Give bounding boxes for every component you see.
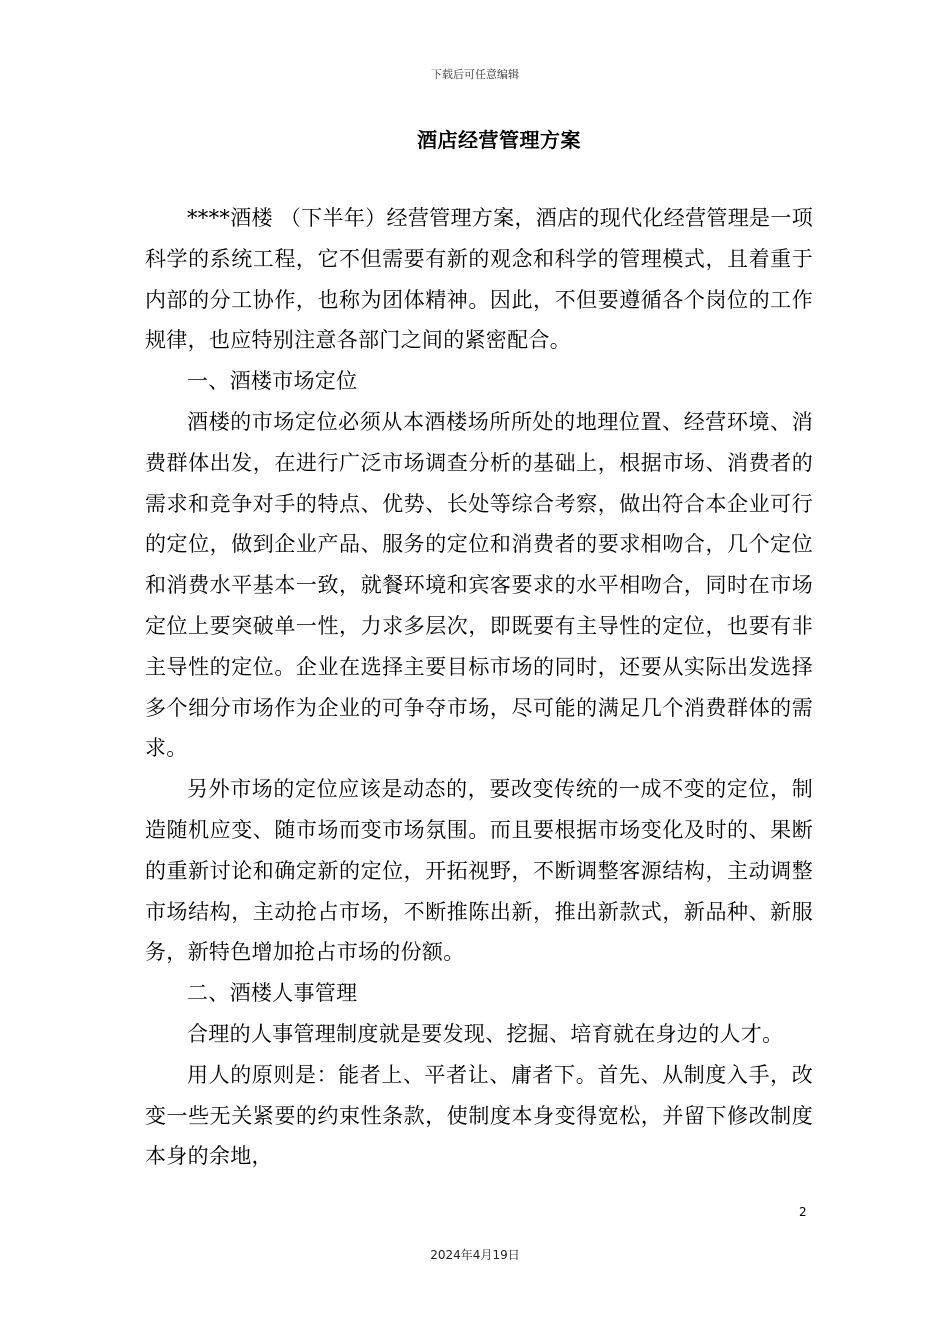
paragraph-dynamic-positioning: 另外市场的定位应该是动态的，要改变传统的一成不变的定位，制造随机应变、随市场而变市场氛围。而且要根据市场变化及时的、果断的重新讨论和确定新的定位，开拓视野，不断调整客源结构，主动调整市场结构，主动抢占市场，不断推陈出新，推出新款式，新品种、新服务，新特色增加抢占市场的份额。 <box>145 777 813 965</box>
section-heading-market-positioning: 一、酒楼市场定位 <box>187 369 358 394</box>
section-heading-personnel: 二、酒楼人事管理 <box>187 981 358 1006</box>
paragraph-intro: ****酒楼 （下半年）经营管理方案，酒店的现代化经营管理是一项科学的系统工程，它不但需要有新的观念和科学的管理模式，且着重于内部的分工协作，也称为团体精神。因此，不但要遵循各个岗位的工作规律，也应特别注意各部门之间的紧密配合。 <box>145 206 813 353</box>
header-note: 下载后可任意编辑 <box>431 68 519 81</box>
document-body <box>145 198 813 1177</box>
footer-date: 2024年4月19日 <box>430 1248 520 1262</box>
paragraph-market-positioning: 酒楼的市场定位必须从本酒楼场所所处的地理位置、经营环境、消费群体出发，在进行广泛市场调查分析的基础上，根据市场、消费者的需求和竞争对手的特点、优势、长处等综合考察，做出符合本企业可行的定位，做到企业产品、服务的定位和消费者的要求相吻合，几个定位和消费水平基本一致，就餐环境和宾客要求的水平相吻合，同时在市场定位上要突破单一性，力求多层次，即既要有主导性的定位，也要有非主导性的定位。企业在选择主要目标市场的同时，还要从实际出发选择多个细分市场作为企业的可争夺市场，尽可能的满足几个消费群体的需求。 <box>145 409 813 761</box>
paragraph-personnel-system: 合理的人事管理制度就是要发现、挖掘、培育就在身边的人才。 <box>187 1021 784 1046</box>
page-number: 2 <box>799 1205 807 1219</box>
paragraph-employment-principle: 用人的原则是：能者上、平者让、庸者下。首先、从制度入手，改变一些无关紧要的约束性条款，使制度本身变得宽松，并留下修改制度本身的余地， <box>145 1062 813 1169</box>
document-title: 酒店经营管理方案 <box>417 128 581 152</box>
